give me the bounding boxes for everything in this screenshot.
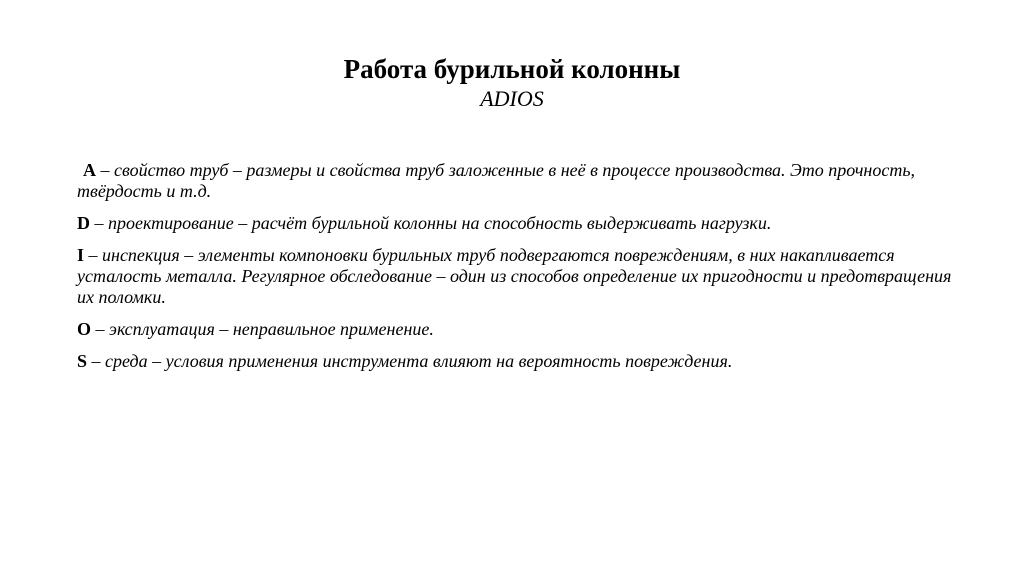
content-body	[77, 160, 957, 383]
title-block	[0, 52, 1024, 112]
slide-title: Работа бурильной колонны	[343, 54, 681, 84]
item-letter: D	[77, 213, 90, 233]
item-text: – среда – условия применения инструмента влияют на вероятность повреждения.	[87, 351, 733, 371]
item-text: – свойство труб – размеры и свойства труб заложенные в неё в процессе производства. Это прочность, твёрдость и т.д.	[77, 160, 916, 201]
slide-subtitle: ADIOS	[480, 86, 544, 111]
item-letter: I	[77, 245, 85, 265]
item-o	[77, 319, 957, 340]
item-text: – инспекция – элементы компоновки бурильных труб подвергаются повреждениям, в них накапливается усталость металла. Регулярное обследование – один из способов определение их пригодности и предотвращения их поломки.	[77, 245, 952, 307]
item-letter: A	[83, 160, 96, 180]
item-d	[77, 213, 957, 234]
item-text: – эксплуатация – неправильное применение.	[91, 319, 434, 339]
item-letter: O	[77, 319, 92, 339]
item-a	[77, 160, 957, 202]
item-letter: S	[77, 351, 88, 371]
item-i	[77, 245, 957, 308]
item-s	[77, 351, 957, 372]
item-text: – проектирование – расчёт бурильной колонны на способность выдерживать нагрузки.	[90, 213, 772, 233]
